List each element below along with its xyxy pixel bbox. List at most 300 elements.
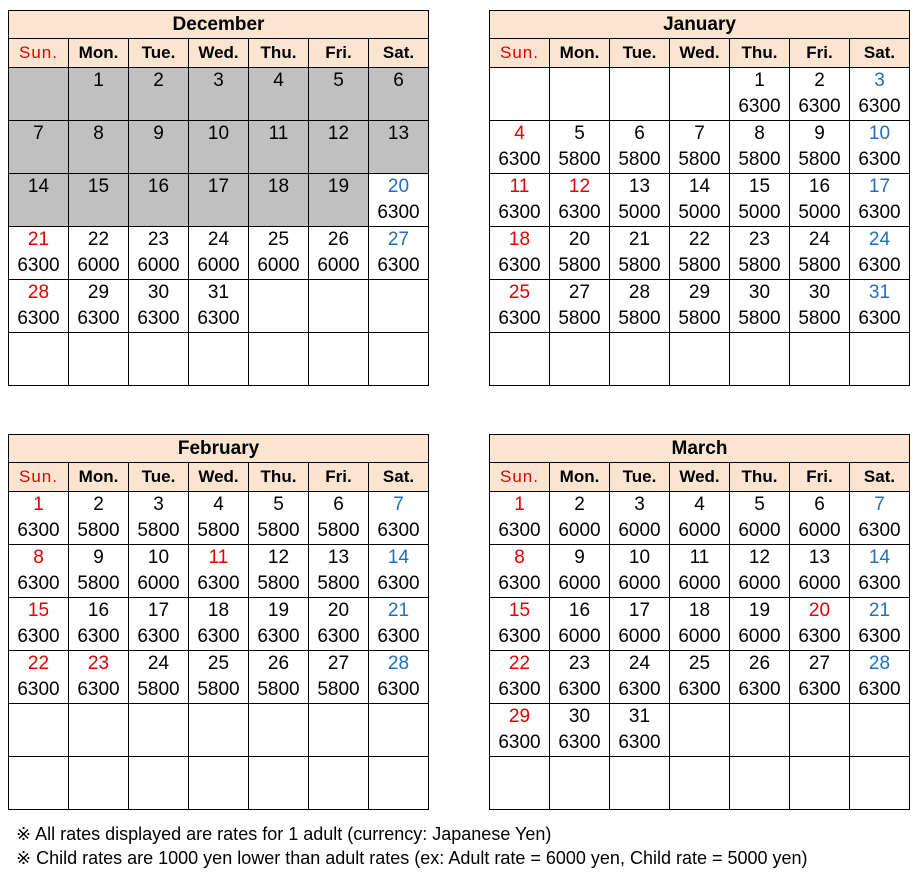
day-rate: 6000 [77, 255, 120, 276]
day-rate: 5800 [798, 149, 841, 170]
week-row [9, 545, 429, 598]
day-rate: 6000 [317, 255, 360, 276]
day-number: 19 [267, 600, 290, 621]
day-number: 26 [267, 653, 290, 674]
day-cell [189, 174, 249, 227]
day-rate: 6300 [858, 202, 901, 223]
day-cell [9, 704, 69, 757]
day-number: 5 [754, 494, 765, 515]
day-cell [309, 704, 369, 757]
day-cell [369, 121, 429, 174]
day-number [129, 757, 188, 783]
day-rate [69, 200, 128, 226]
day-rate: 6300 [858, 626, 901, 647]
day-cell [189, 757, 249, 810]
week-row [490, 757, 910, 810]
day-number: 14 [387, 547, 410, 568]
day-rate: 5800 [618, 308, 661, 329]
day-cell [9, 280, 69, 333]
day-number: 12 [568, 176, 591, 197]
day-rate: 5800 [558, 255, 601, 276]
day-rate [309, 200, 368, 226]
day-cell [550, 757, 610, 810]
day-rate [309, 783, 368, 809]
day-number [610, 68, 669, 94]
day-cell [610, 757, 670, 810]
day-rate: 6300 [197, 626, 240, 647]
day-cell [490, 174, 550, 227]
day-rate: 6000 [738, 520, 781, 541]
day-number: 24 [808, 229, 831, 250]
weekday-header: Tue. [610, 463, 670, 492]
day-cell [550, 174, 610, 227]
day-cell [790, 704, 850, 757]
day-number [129, 704, 188, 730]
day-rate: 6300 [17, 573, 60, 594]
day-cell [850, 757, 910, 810]
day-cell [850, 704, 910, 757]
day-rate [309, 147, 368, 173]
day-cell [249, 333, 309, 386]
day-rate: 6300 [137, 626, 180, 647]
day-number [309, 704, 368, 730]
day-number: 29 [508, 706, 531, 727]
day-rate: 6300 [858, 573, 901, 594]
weekday-header: Sat. [850, 39, 910, 68]
day-rate [69, 730, 128, 756]
day-rate: 5800 [77, 520, 120, 541]
day-number: 25 [207, 653, 230, 674]
day-rate: 6000 [798, 520, 841, 541]
day-number [249, 704, 308, 730]
day-cell [670, 174, 730, 227]
week-row [9, 121, 429, 174]
week-row [9, 492, 429, 545]
day-number: 23 [748, 229, 771, 250]
day-rate: 6000 [798, 573, 841, 594]
day-number: 4 [213, 494, 224, 515]
day-rate [249, 200, 308, 226]
day-cell [550, 545, 610, 598]
day-cell [490, 704, 550, 757]
day-cell [730, 492, 790, 545]
day-cell [9, 227, 69, 280]
day-cell [610, 704, 670, 757]
week-row [490, 174, 910, 227]
weekday-header: Fri. [790, 39, 850, 68]
day-number: 30 [147, 282, 170, 303]
day-rate [9, 200, 68, 226]
day-rate [550, 783, 609, 809]
weekday-header: Sun. [9, 463, 69, 492]
day-cell [850, 545, 910, 598]
day-cell [189, 545, 249, 598]
day-cell [369, 598, 429, 651]
day-cell [790, 227, 850, 280]
day-cell [309, 280, 369, 333]
day-cell [730, 280, 790, 333]
day-rate: 5000 [618, 202, 661, 223]
day-cell [790, 68, 850, 121]
day-number: 20 [808, 600, 831, 621]
day-rate [69, 94, 128, 120]
day-number [490, 333, 549, 359]
day-number: 18 [508, 229, 531, 250]
day-cell [129, 280, 189, 333]
day-rate: 6300 [558, 732, 601, 753]
weekday-header: Sat. [850, 463, 910, 492]
day-rate: 6000 [558, 573, 601, 594]
day-cell [129, 492, 189, 545]
day-cell [69, 68, 129, 121]
day-cell [69, 227, 129, 280]
day-number [129, 333, 188, 359]
day-number: 27 [327, 653, 350, 674]
day-number: 21 [868, 600, 891, 621]
day-rate [670, 94, 729, 120]
calendar-december [8, 10, 429, 386]
day-rate: 6300 [377, 255, 420, 276]
day-rate: 6000 [618, 573, 661, 594]
day-cell [69, 121, 129, 174]
day-cell [790, 757, 850, 810]
day-number: 9 [814, 123, 825, 144]
day-number [309, 333, 368, 359]
day-rate: 6300 [498, 626, 541, 647]
day-rate: 5800 [558, 308, 601, 329]
day-cell [249, 227, 309, 280]
day-number: 13 [327, 547, 350, 568]
day-rate [249, 94, 308, 120]
day-number: 11 [689, 547, 710, 568]
day-rate: 6300 [678, 679, 721, 700]
day-cell [850, 492, 910, 545]
day-cell [369, 68, 429, 121]
day-rate: 6300 [17, 626, 60, 647]
day-cell [790, 545, 850, 598]
day-rate [730, 359, 789, 385]
day-cell [730, 174, 790, 227]
day-rate: 6300 [858, 96, 901, 117]
day-rate [309, 359, 368, 385]
day-rate: 6300 [377, 202, 420, 223]
day-number [69, 757, 128, 783]
day-cell [730, 704, 790, 757]
day-rate: 6000 [618, 520, 661, 541]
day-number: 21 [387, 600, 410, 621]
day-rate [850, 783, 909, 809]
day-number: 7 [874, 494, 885, 515]
day-cell [9, 545, 69, 598]
day-cell [490, 492, 550, 545]
day-cell [730, 121, 790, 174]
weekday-header: Fri. [309, 39, 369, 68]
day-number: 14 [688, 176, 711, 197]
day-rate: 6300 [498, 732, 541, 753]
day-cell [730, 651, 790, 704]
weekday-header: Mon. [550, 463, 610, 492]
day-rate: 5800 [317, 573, 360, 594]
week-row [9, 651, 429, 704]
day-rate: 6000 [678, 573, 721, 594]
calendar-body [9, 11, 429, 386]
day-cell [550, 280, 610, 333]
week-row [9, 227, 429, 280]
day-number: 10 [207, 123, 230, 144]
day-cell [550, 227, 610, 280]
day-number [790, 704, 849, 730]
day-rate: 6000 [738, 626, 781, 647]
day-rate [369, 783, 428, 809]
day-number: 1 [93, 70, 104, 91]
day-number [309, 280, 368, 306]
day-cell [69, 492, 129, 545]
weekday-header: Tue. [129, 39, 189, 68]
day-number: 24 [207, 229, 230, 250]
day-cell [189, 651, 249, 704]
day-cell [129, 68, 189, 121]
day-rate: 6000 [558, 626, 601, 647]
day-cell [610, 174, 670, 227]
day-rate: 5800 [678, 149, 721, 170]
day-number: 27 [808, 653, 831, 674]
weekday-header: Fri. [790, 463, 850, 492]
day-number: 3 [213, 70, 224, 91]
day-cell [69, 704, 129, 757]
day-number: 22 [688, 229, 711, 250]
day-rate: 6000 [678, 626, 721, 647]
day-number: 30 [748, 282, 771, 303]
day-number: 28 [27, 282, 50, 303]
day-number [790, 333, 849, 359]
day-number [490, 68, 549, 94]
day-number [670, 333, 729, 359]
day-rate: 6300 [798, 679, 841, 700]
week-row [490, 333, 910, 386]
day-rate [369, 730, 428, 756]
calendar-body [490, 435, 910, 810]
day-number: 28 [868, 653, 891, 674]
day-number: 2 [153, 70, 164, 91]
day-rate [129, 730, 188, 756]
day-number: 10 [868, 123, 891, 144]
weekday-header: Wed. [670, 39, 730, 68]
day-rate: 6300 [858, 679, 901, 700]
day-cell [670, 68, 730, 121]
day-number: 8 [33, 547, 44, 568]
day-number: 22 [27, 653, 50, 674]
weekday-header: Mon. [550, 39, 610, 68]
day-cell [490, 651, 550, 704]
day-rate: 5800 [738, 149, 781, 170]
day-cell [550, 492, 610, 545]
day-rate [369, 359, 428, 385]
day-cell [129, 174, 189, 227]
day-rate: 6300 [377, 679, 420, 700]
weekday-header: Wed. [189, 39, 249, 68]
day-number: 4 [273, 70, 284, 91]
day-number: 24 [628, 653, 651, 674]
day-number: 9 [574, 547, 585, 568]
day-rate: 6300 [498, 255, 541, 276]
day-number: 2 [814, 70, 825, 91]
day-number: 13 [808, 547, 831, 568]
day-number: 22 [508, 653, 531, 674]
week-row [490, 545, 910, 598]
day-number: 7 [694, 123, 705, 144]
day-cell [670, 598, 730, 651]
day-number: 15 [508, 600, 531, 621]
day-cell [9, 333, 69, 386]
day-number: 19 [327, 176, 350, 197]
calendar-january [489, 10, 910, 386]
day-cell [369, 704, 429, 757]
day-rate [369, 94, 428, 120]
week-row [9, 333, 429, 386]
day-cell [369, 651, 429, 704]
day-rate [189, 359, 248, 385]
weekday-header: Sun. [490, 39, 550, 68]
day-rate [9, 783, 68, 809]
day-cell [309, 651, 369, 704]
day-rate [189, 147, 248, 173]
day-cell [490, 121, 550, 174]
day-rate: 6300 [17, 255, 60, 276]
day-rate: 5800 [738, 308, 781, 329]
day-rate: 6300 [618, 679, 661, 700]
day-cell [490, 598, 550, 651]
day-number: 6 [814, 494, 825, 515]
day-number: 9 [93, 547, 104, 568]
day-cell [610, 280, 670, 333]
day-number: 28 [628, 282, 651, 303]
day-number [550, 68, 609, 94]
day-rate: 5800 [257, 679, 300, 700]
day-rate [730, 783, 789, 809]
day-cell [249, 598, 309, 651]
day-cell [9, 598, 69, 651]
day-cell [129, 545, 189, 598]
day-rate [790, 359, 849, 385]
day-cell [249, 121, 309, 174]
day-cell [490, 280, 550, 333]
day-rate: 6000 [558, 520, 601, 541]
day-number: 18 [688, 600, 711, 621]
day-number [490, 757, 549, 783]
day-cell [730, 757, 790, 810]
day-number: 25 [508, 282, 531, 303]
day-cell [369, 333, 429, 386]
day-rate: 6300 [17, 679, 60, 700]
month-title: December [9, 11, 429, 39]
day-rate [369, 306, 428, 332]
day-cell [850, 227, 910, 280]
day-number [670, 757, 729, 783]
day-cell [610, 121, 670, 174]
day-rate: 6300 [377, 626, 420, 647]
day-rate: 5800 [137, 520, 180, 541]
day-cell [249, 68, 309, 121]
day-rate [730, 730, 789, 756]
day-cell [550, 651, 610, 704]
day-rate [309, 306, 368, 332]
day-cell [129, 651, 189, 704]
day-rate: 5800 [77, 573, 120, 594]
day-rate [790, 730, 849, 756]
day-number [249, 280, 308, 306]
day-rate: 6300 [798, 96, 841, 117]
day-cell [369, 280, 429, 333]
day-number [369, 757, 428, 783]
week-row [490, 121, 910, 174]
day-cell [550, 121, 610, 174]
day-rate: 5800 [558, 149, 601, 170]
day-cell [550, 333, 610, 386]
day-number: 15 [27, 600, 50, 621]
day-number: 4 [694, 494, 705, 515]
day-cell [69, 757, 129, 810]
weekday-header: Thu. [730, 39, 790, 68]
day-cell [129, 227, 189, 280]
day-cell [850, 174, 910, 227]
day-cell [249, 704, 309, 757]
day-rate [249, 730, 308, 756]
month-title: February [9, 435, 429, 463]
day-cell [69, 333, 129, 386]
day-rate: 6300 [618, 732, 661, 753]
day-cell [9, 651, 69, 704]
day-cell [129, 704, 189, 757]
day-rate: 6300 [738, 679, 781, 700]
day-rate [309, 730, 368, 756]
calendar-february [8, 434, 429, 810]
day-cell [790, 492, 850, 545]
day-number: 8 [93, 123, 104, 144]
day-number: 3 [153, 494, 164, 515]
day-number: 11 [208, 547, 229, 568]
day-rate: 5800 [257, 573, 300, 594]
day-cell [610, 492, 670, 545]
day-number: 24 [868, 229, 891, 250]
day-rate [490, 94, 549, 120]
day-rate: 5800 [137, 679, 180, 700]
day-number: 24 [147, 653, 170, 674]
week-row [490, 280, 910, 333]
day-number: 25 [688, 653, 711, 674]
weekday-header: Sun. [490, 463, 550, 492]
day-number: 7 [393, 494, 404, 515]
day-cell [249, 757, 309, 810]
day-cell [610, 651, 670, 704]
weekday-header: Wed. [189, 463, 249, 492]
day-number [249, 757, 308, 783]
day-number [9, 704, 68, 730]
day-cell [610, 598, 670, 651]
weekday-header: Sat. [369, 463, 429, 492]
weekday-header: Tue. [129, 463, 189, 492]
week-row [9, 280, 429, 333]
day-number: 5 [333, 70, 344, 91]
day-rate: 5000 [678, 202, 721, 223]
day-rate: 5800 [618, 149, 661, 170]
day-number: 25 [267, 229, 290, 250]
day-cell [309, 492, 369, 545]
day-cell [610, 68, 670, 121]
day-number: 8 [514, 547, 525, 568]
day-number: 4 [514, 123, 525, 144]
day-rate: 5800 [618, 255, 661, 276]
day-number: 31 [868, 282, 891, 303]
